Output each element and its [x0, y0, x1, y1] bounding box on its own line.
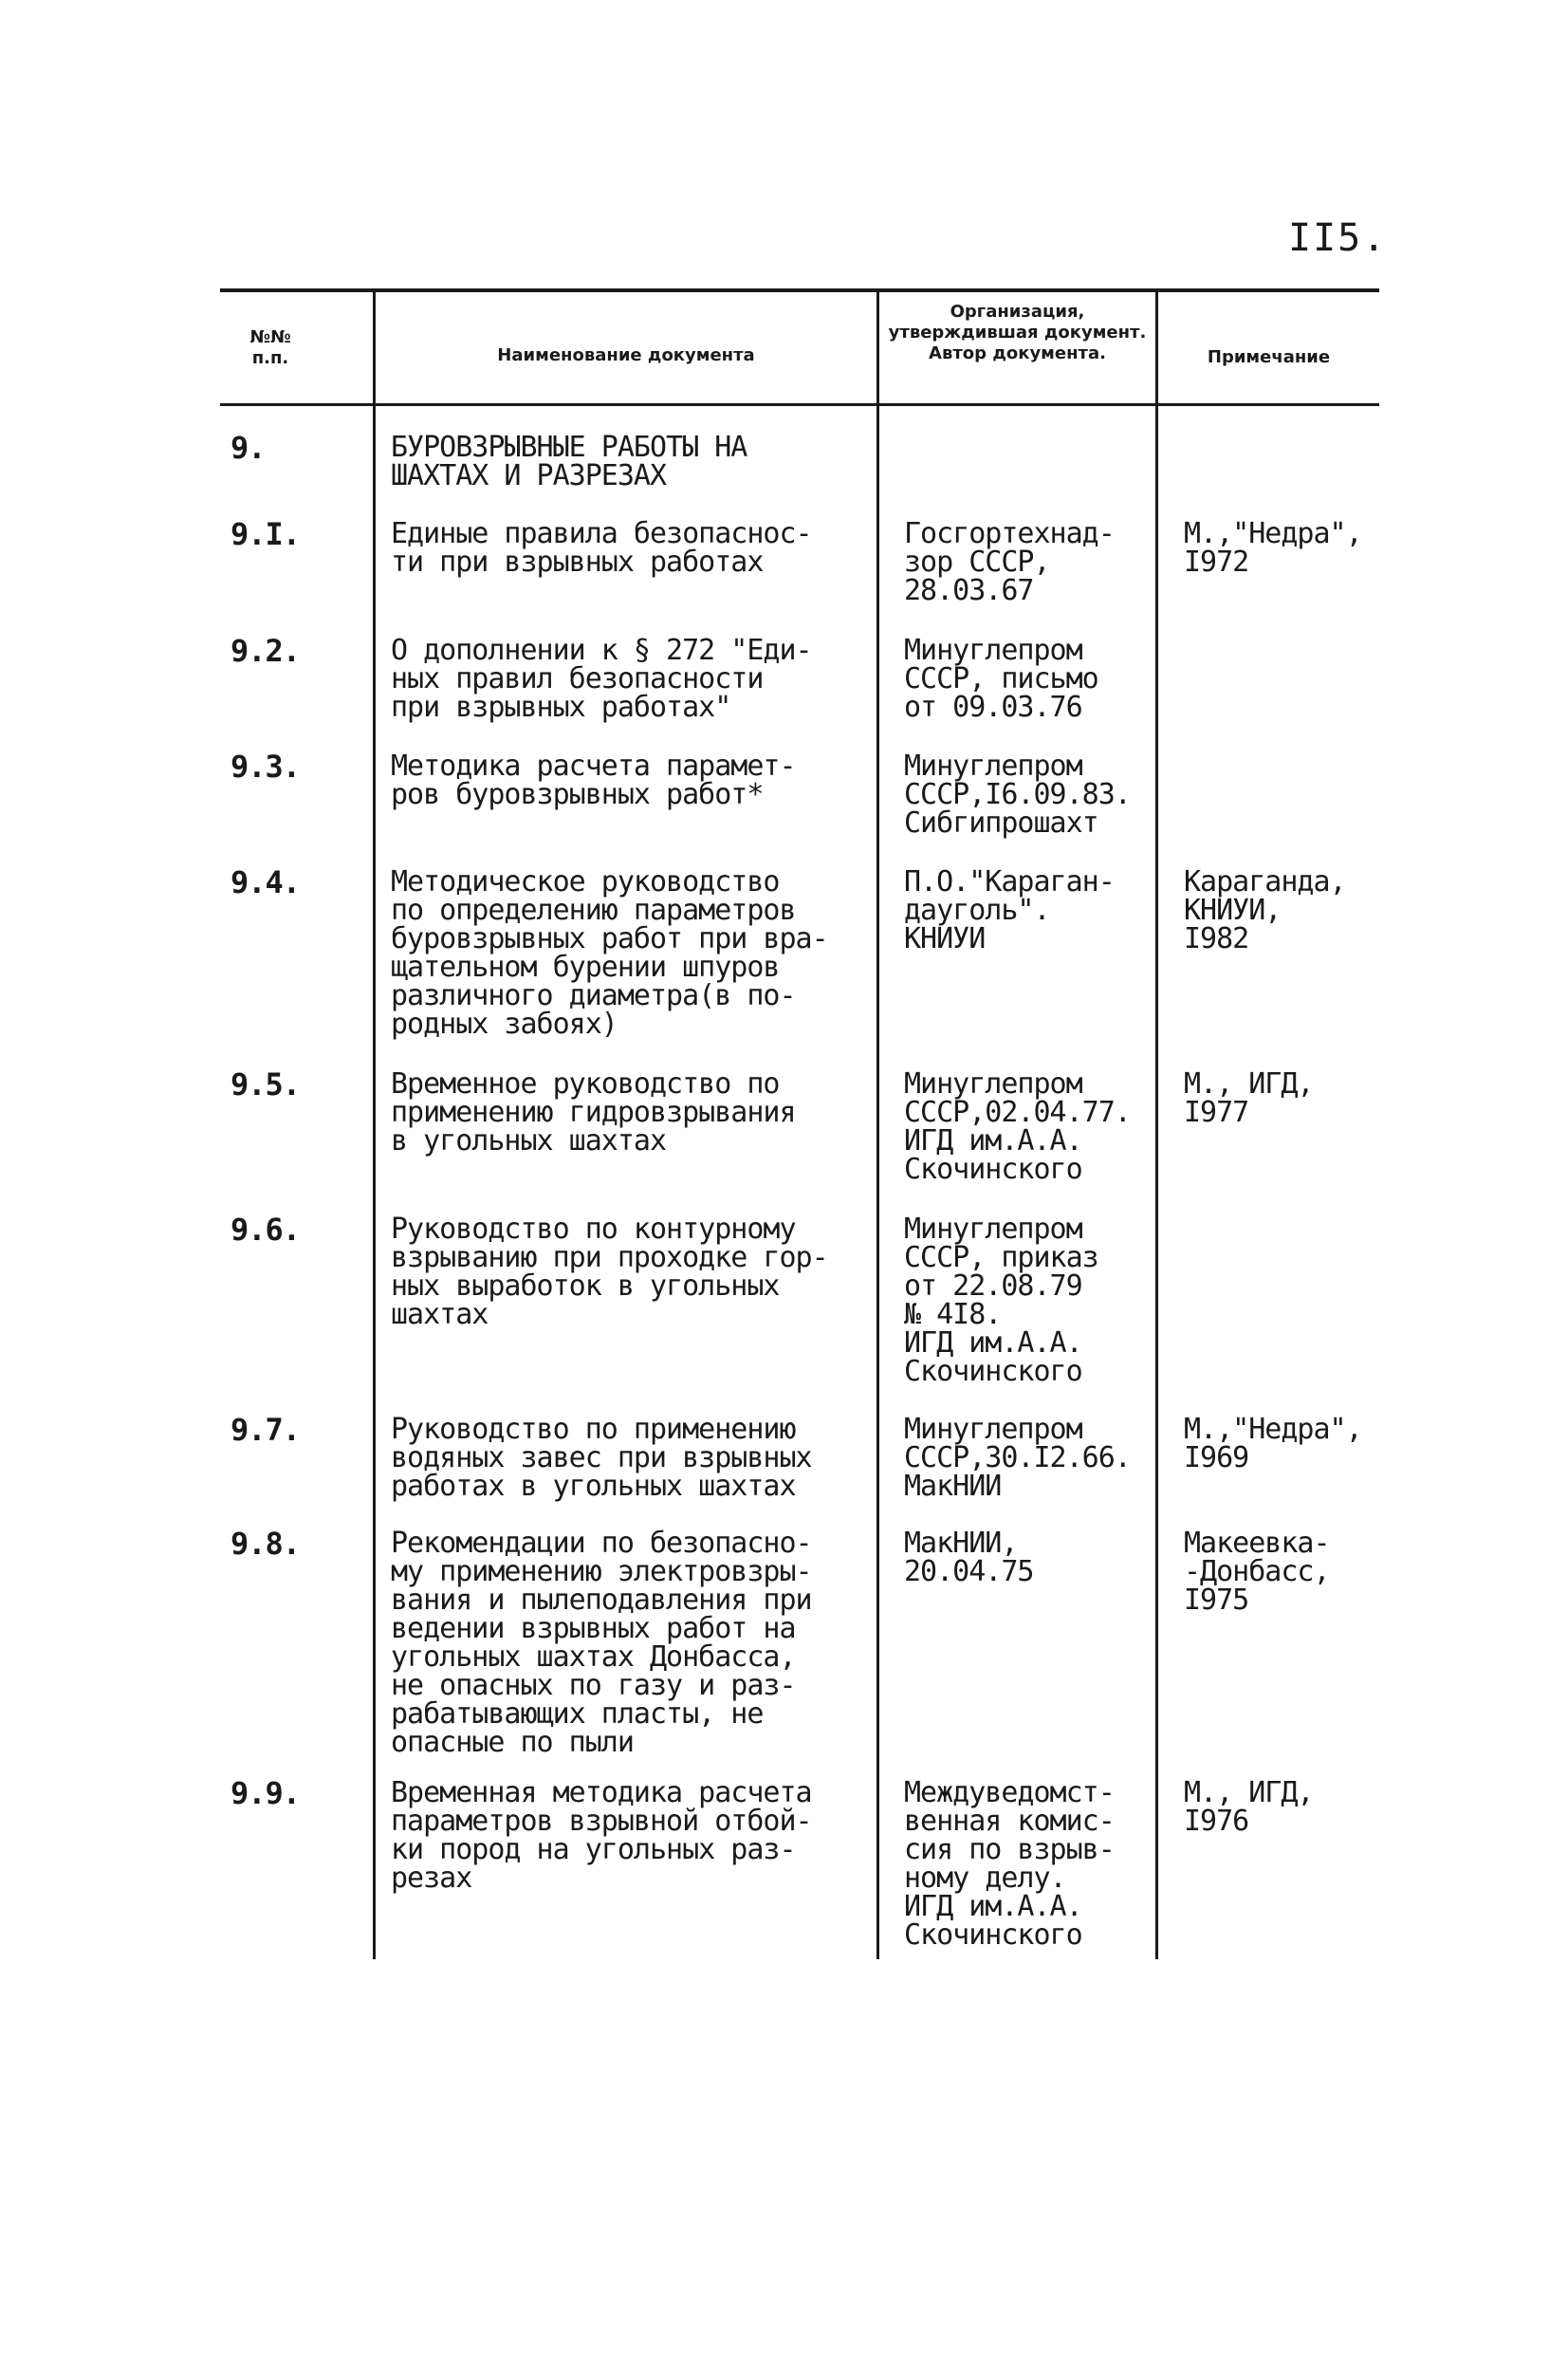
document-name: Руководство по контурному взрыванию при проходке гор- ных выработок в угольных шахтах [391, 1213, 828, 1331]
column-divider-3 [1155, 290, 1158, 1959]
document-name: О дополнении к § 272 "Еди- ных правил безопасности при взрывных работах" [391, 634, 812, 724]
header-org-column: Организация, утверждившая документ. Автор документа. [888, 302, 1147, 363]
row-number: 9.5. [231, 1066, 301, 1102]
document-name: Методическое руководство по определению параметров буровзрывных работ при вра- щательном бурении шпуров различного диаметра(в по- родных забоях) [391, 865, 828, 1041]
row-number: 9.3. [231, 749, 301, 785]
document-name: БУРОВЗРЫВНЫЕ РАБОТЫ НА ШАХТАХ И РАЗРЕЗАХ [391, 431, 747, 492]
document-name: Методика расчета парамет- ров буровзрывных работ* [391, 750, 796, 811]
document-name: Рекомендации по безопасно- му применению электровзры- вания и пылеподавления при ведении взрывных работ на угольных шахтах Донбасса, не опасных по газу и раз- рабатывающих пласты, не опасные по пыли [391, 1527, 812, 1759]
document-name: Временная методика расчета параметров взрывной отбой- ки пород на угольных раз- резах [391, 1776, 812, 1895]
header-bottom-rule [220, 403, 1379, 406]
note: М., ИГД, I976 [1184, 1776, 1314, 1838]
organization: Минуглепром СССР, письмо от 09.03.76 [904, 634, 1098, 724]
column-divider-1 [373, 290, 376, 1959]
row-number: 9.8. [231, 1526, 301, 1562]
organization: Минуглепром СССР,30.I2.66. МакНИИ [904, 1413, 1131, 1503]
organization: Минуглепром СССР,I6.09.83. Сибгипрошахт [904, 750, 1131, 840]
header-name-column: Наименование документа [497, 345, 755, 365]
document-name: Единые правила безопаснос- ти при взрывных работах [391, 517, 812, 579]
note: М.,"Недра", I969 [1184, 1413, 1362, 1474]
organization: МакНИИ, 20.04.75 [904, 1527, 1034, 1588]
note: М.,"Недра", I972 [1184, 517, 1362, 579]
column-divider-2 [876, 290, 879, 1959]
document-name: Временное руководство по применению гидровзрывания в угольных шахтах [391, 1067, 796, 1158]
note: Караганда, КНИУИ, I982 [1184, 865, 1346, 955]
row-number: 9.7. [231, 1412, 301, 1448]
document-name: Руководство по применению водяных завес при взрывных работах в угольных шахтах [391, 1413, 812, 1503]
organization: Минуглепром СССР,02.04.77. ИГД им.А.А. Скочинского [904, 1067, 1131, 1186]
page-number: II5. [1288, 216, 1388, 260]
organization: Минуглепром СССР, приказ от 22.08.79 № 4I8. ИГД им.А.А. Скочинского [904, 1213, 1098, 1388]
note: Макеевка- -Донбасс, I975 [1184, 1527, 1330, 1617]
organization: Госгортехнад- зор СССР, 28.03.67 [904, 517, 1115, 607]
note: М., ИГД, I977 [1184, 1067, 1314, 1129]
row-number: 9.2. [231, 633, 301, 669]
row-number: 9.4. [231, 864, 301, 900]
row-number: 9.I. [231, 516, 301, 552]
header-note-column: Примечание [1207, 347, 1331, 367]
table-top-rule [220, 288, 1379, 292]
row-number: 9.6. [231, 1212, 301, 1248]
organization: Междуведомст- венная комис- сия по взрыв- ному делу. ИГД им.А.А. Скочинского [904, 1776, 1115, 1952]
header-num-column: №№ п.п. [249, 327, 291, 368]
organization: П.О."Караган- дауголь". КНИУИ [904, 865, 1115, 955]
row-number: 9.9. [231, 1775, 301, 1811]
row-number: 9. [231, 430, 266, 466]
